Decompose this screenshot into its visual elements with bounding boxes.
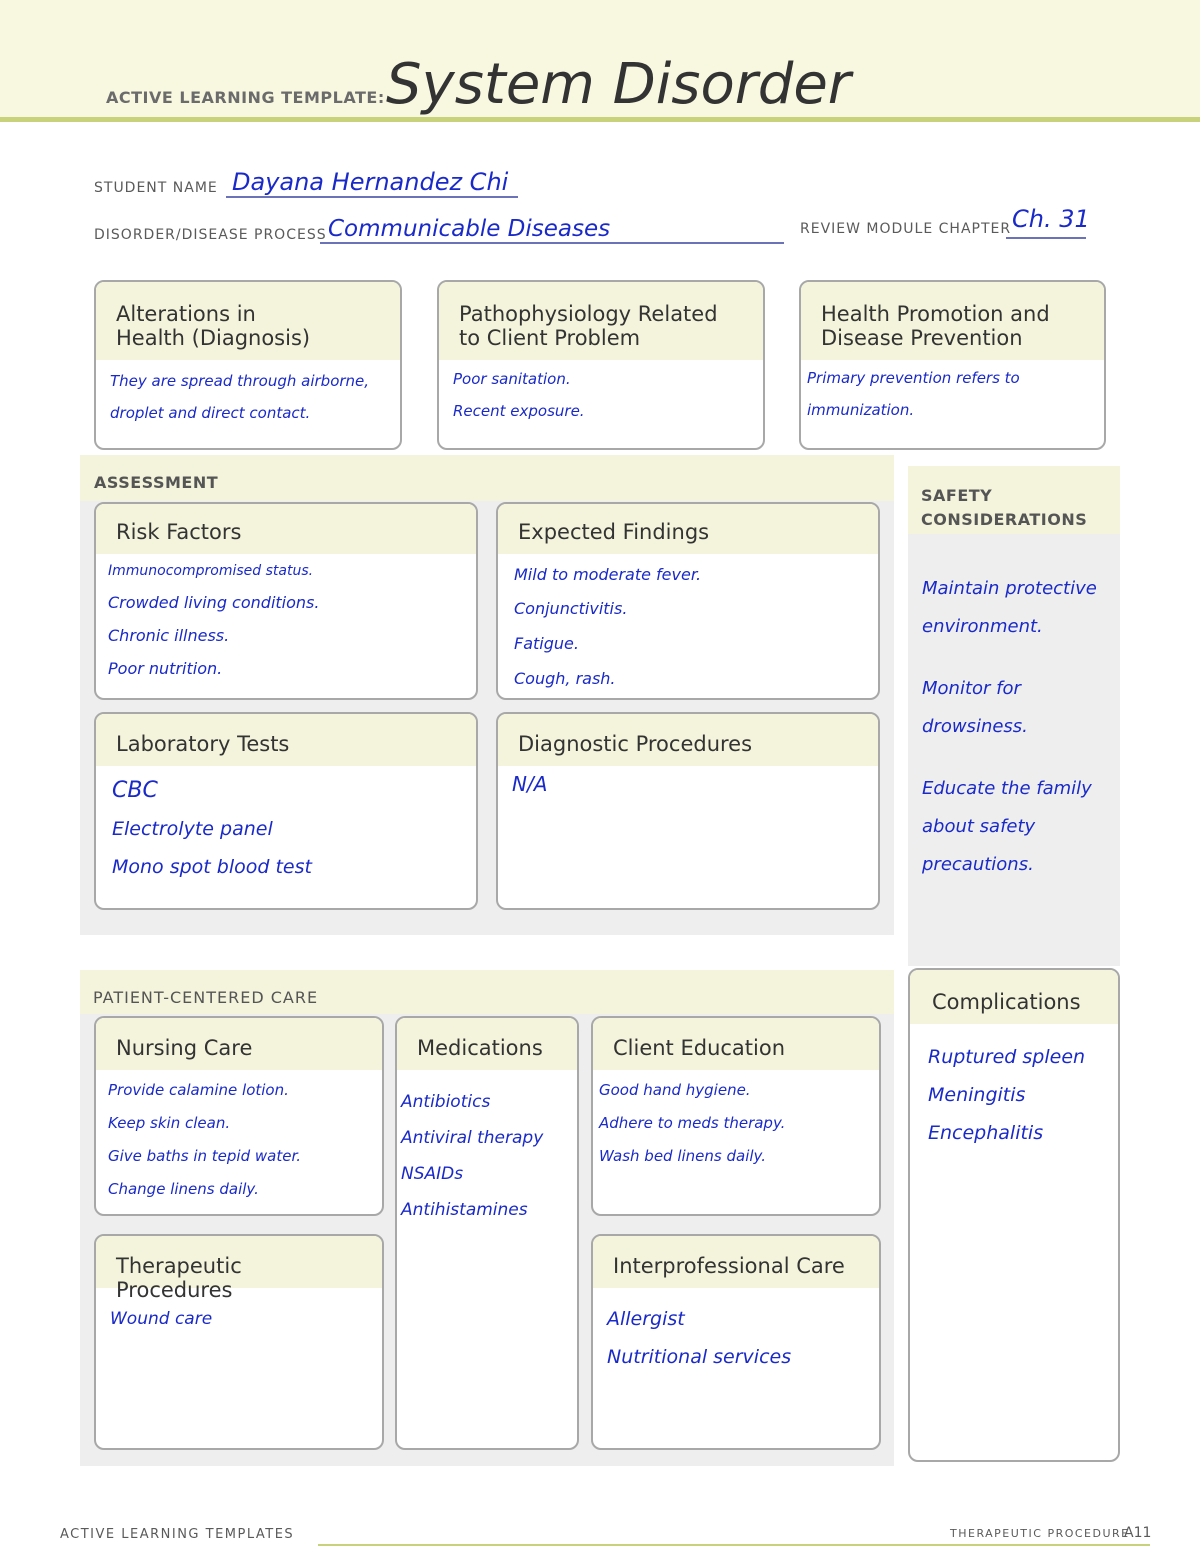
safety-line[interactable]: Maintain protective (922, 578, 1097, 599)
student-name-label: STUDENT NAME (94, 180, 218, 196)
complications-title: Complications (910, 970, 1118, 1024)
expected-findings-box (496, 502, 880, 700)
lab-test-line[interactable]: CBC (112, 778, 158, 803)
nursing-care-line[interactable]: Provide calamine lotion. (108, 1081, 289, 1099)
assessment-label: ASSESSMENT (94, 473, 219, 492)
therapeutic-procedures-title: Therapeutic Procedures (96, 1236, 382, 1288)
interprofessional-line[interactable]: Nutritional services (607, 1346, 792, 1368)
expected-findings-title: Expected Findings (498, 504, 878, 554)
laboratory-tests-box (94, 712, 478, 910)
complication-line[interactable]: Ruptured spleen (928, 1046, 1086, 1068)
client-education-line[interactable]: Good hand hygiene. (599, 1081, 751, 1099)
page-title: System Disorder (386, 52, 851, 117)
safety-line[interactable]: precautions. (922, 854, 1034, 875)
interprofessional-care-box (591, 1234, 881, 1450)
complications-box (908, 968, 1120, 1462)
medication-line[interactable]: Antiviral therapy (401, 1128, 544, 1148)
medications-title: Medications (397, 1018, 577, 1070)
client-education-box (591, 1016, 881, 1216)
nursing-care-line[interactable]: Change linens daily. (108, 1180, 259, 1198)
health-promotion-title-1: Health Promotion and (821, 302, 1050, 326)
safety-line[interactable]: environment. (922, 616, 1043, 637)
medication-line[interactable]: Antihistamines (401, 1200, 528, 1220)
expected-finding-line[interactable]: Conjunctivitis. (514, 599, 628, 618)
alterations-title-1: Alterations in (116, 302, 256, 326)
expected-finding-line[interactable]: Cough, rash. (514, 669, 616, 688)
risk-factors-box (94, 502, 478, 700)
medication-line[interactable]: Antibiotics (401, 1092, 491, 1112)
therapeutic-procedures-box (94, 1234, 384, 1450)
risk-factor-line[interactable]: Chronic illness. (108, 626, 230, 645)
footer-page-number: A11 (1124, 1525, 1152, 1541)
pathophysiology-line[interactable]: Poor sanitation. (453, 370, 571, 388)
lab-test-line[interactable]: Mono spot blood test (112, 856, 312, 878)
alterations-box (94, 280, 402, 450)
alterations-line[interactable]: droplet and direct contact. (110, 404, 311, 422)
expected-finding-line[interactable]: Fatigue. (514, 634, 579, 653)
interprofessional-line[interactable]: Allergist (607, 1308, 685, 1330)
complication-line[interactable]: Meningitis (928, 1084, 1026, 1106)
chapter-label: REVIEW MODULE CHAPTER (800, 221, 1012, 237)
diagnostic-procedures-title: Diagnostic Procedures (498, 714, 878, 766)
pathophysiology-title-1: Pathophysiology Related (459, 302, 718, 326)
risk-factor-line[interactable]: Poor nutrition. (108, 659, 223, 678)
safety-label-2: CONSIDERATIONS (921, 510, 1088, 529)
laboratory-tests-title: Laboratory Tests (96, 714, 476, 766)
client-education-line[interactable]: Wash bed linens daily. (599, 1147, 767, 1165)
template-label: ACTIVE LEARNING TEMPLATE: (106, 88, 385, 107)
medications-box (395, 1016, 579, 1450)
client-education-title: Client Education (593, 1018, 879, 1070)
safety-panel (908, 466, 1120, 966)
health-promotion-line[interactable]: immunization. (807, 401, 915, 419)
complication-line[interactable]: Encephalitis (928, 1122, 1044, 1144)
interprofessional-care-title: Interprofessional Care (593, 1236, 879, 1288)
nursing-care-line[interactable]: Keep skin clean. (108, 1114, 231, 1132)
health-promotion-line[interactable]: Primary prevention refers to (807, 369, 1020, 387)
pathophysiology-line[interactable]: Recent exposure. (453, 402, 585, 420)
nursing-care-line[interactable]: Give baths in tepid water. (108, 1147, 302, 1165)
safety-label-1: SAFETY (921, 486, 993, 505)
footer-rule (318, 1544, 1150, 1546)
patient-care-label: PATIENT-CENTERED CARE (93, 988, 319, 1007)
nursing-care-box (94, 1016, 384, 1216)
risk-factor-line[interactable]: Immunocompromised status. (108, 563, 314, 579)
health-promotion-box (799, 280, 1106, 450)
safety-line[interactable]: drowsiness. (922, 716, 1028, 737)
diagnostic-line[interactable]: N/A (512, 772, 548, 796)
pathophysiology-box (437, 280, 765, 450)
safety-line[interactable]: about safety (922, 816, 1036, 837)
alterations-line[interactable]: They are spread through airborne, (110, 372, 370, 390)
chapter-value[interactable]: Ch. 31 (1012, 205, 1090, 233)
student-name-underline (226, 196, 518, 198)
footer-right: THERAPEUTIC PROCEDURE (950, 1527, 1130, 1540)
chapter-underline (1006, 237, 1086, 239)
diagnostic-procedures-box (496, 712, 880, 910)
medication-line[interactable]: NSAIDs (401, 1164, 464, 1184)
student-name-value[interactable]: Dayana Hernandez Chi (232, 168, 509, 196)
footer-left: ACTIVE LEARNING TEMPLATES (60, 1527, 295, 1542)
health-promotion-title-2: Disease Prevention (821, 326, 1023, 350)
risk-factor-line[interactable]: Crowded living conditions. (108, 593, 320, 612)
disorder-value[interactable]: Communicable Diseases (328, 216, 611, 242)
nursing-care-title: Nursing Care (96, 1018, 382, 1070)
safety-line[interactable]: Monitor for (922, 678, 1021, 699)
risk-factors-title: Risk Factors (96, 504, 476, 554)
safety-line[interactable]: Educate the family (922, 778, 1092, 799)
therapeutic-line[interactable]: Wound care (110, 1309, 213, 1329)
client-education-line[interactable]: Adhere to meds therapy. (599, 1114, 786, 1132)
lab-test-line[interactable]: Electrolyte panel (112, 818, 273, 840)
disorder-underline (320, 242, 784, 244)
alterations-title-2: Health (Diagnosis) (116, 326, 311, 350)
disorder-label: DISORDER/DISEASE PROCESS (94, 227, 327, 243)
pathophysiology-title-2: to Client Problem (459, 326, 641, 350)
expected-finding-line[interactable]: Mild to moderate fever. (514, 565, 702, 584)
